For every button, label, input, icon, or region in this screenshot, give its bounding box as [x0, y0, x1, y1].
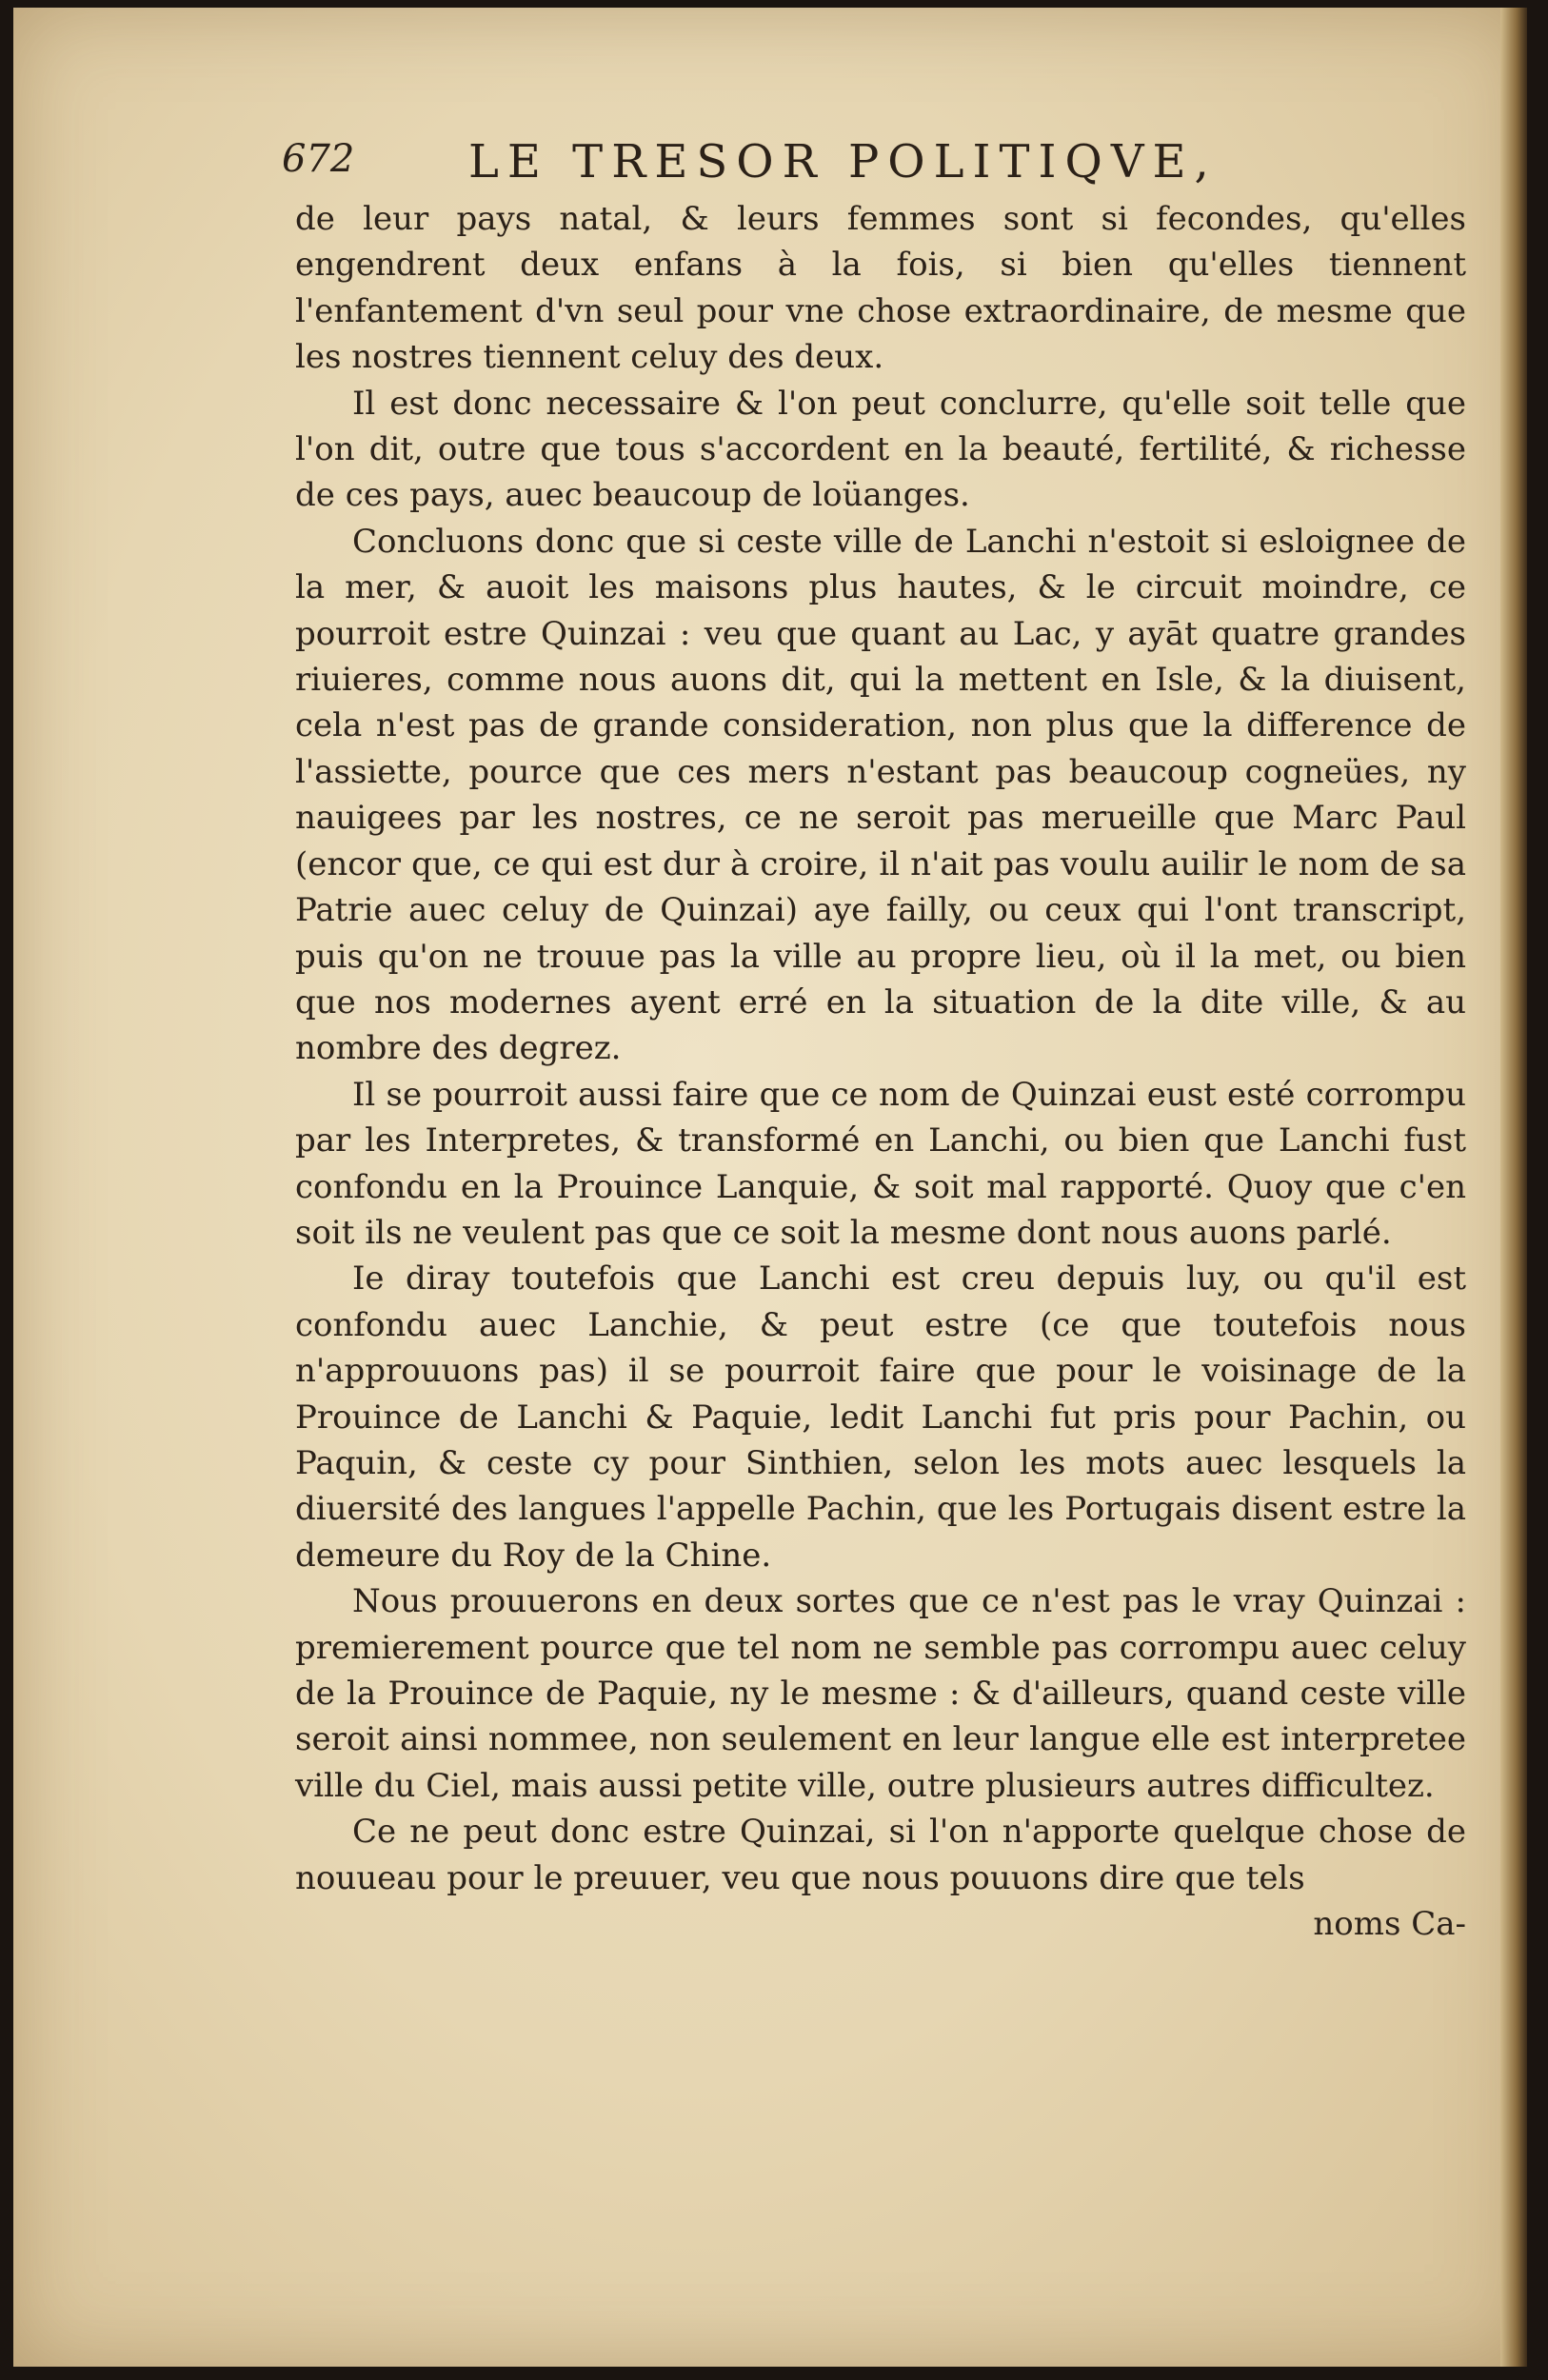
- page-number: 672: [282, 137, 355, 181]
- running-title: LE TRESOR POLITIQVE,: [468, 135, 1218, 188]
- page-edge-shadow: [1500, 8, 1527, 2367]
- paragraph-2: Il est donc necessaire & l'on peut conclurre, qu'elle soit telle que l'on dit, outre que tous s'accordent en la beauté, fertilité, & richesse de ces pays, auec beaucoup de loüanges.: [295, 384, 1466, 515]
- paragraph-7: Ce ne peut donc estre Quinzai, si l'on n'apporte quelque chose de nouueau pour le preuuer, veu que nous pouuons dire que tels: [295, 1813, 1466, 1897]
- catchword: noms Ca-: [1313, 1905, 1466, 1944]
- paragraph-6: Nous prouuerons en deux sortes que ce n'est pas le vray Quinzai : premierement pource que tel nom ne semble pas corrompu auec celuy de la Prouince de Paquie, ny le mesme : & d'ailleurs, quand ceste ville seroit ainsi nommee, non seulement en leur langue elle est interpretee ville du Ciel, mais aussi petite ville, outre plusieurs autres difficultez.: [295, 1582, 1466, 1805]
- paragraph-5: Ie diray toutefois que Lanchi est creu depuis luy, ou qu'il est confondu auec Lanchie, & peut estre (ce que toutefois nous n'approuuons pas) il se pourroit faire que pour le voisinage de la Prouince de Lanchi & Paquie, ledit Lanchi fut pris pour Pachin, ou Paquin, & ceste cy pour Sinthien, selon les mots auec lesquels la diuersité des langues l'appelle Pachin, que les Portugais disent estre la demeure du Roy de la Chine.: [295, 1259, 1466, 1575]
- paragraph-3: Concluons donc que si ceste ville de Lanchi n'estoit si esloignee de la mer, & auoit les maisons plus hautes, & le circuit moindre, ce pourroit estre Quinzai : veu que quant au Lac, y ayāt quatre grandes riuieres, comme nous auons dit, qui la mettent en Isle, & la diuisent, cela n'est pas de grande consideration, non plus que la difference de l'assiette, pource que ces mers n'estant pas beaucoup cogneües, ny nauigees par les nostres, ce ne seroit pas merueille que Marc Paul (encor que, ce qui est dur à croire, il n'ait pas voulu auilir le nom de sa Patrie auec celuy de Quinzai) aye failly, ou ceux qui l'ont transcript, puis qu'on ne trouue pas la ville au propre lieu, où il la met, ou bien que nos modernes ayent erré en la situation de la dite ville, & au nombre des degrez.: [295, 522, 1466, 1068]
- paragraph-1: de leur pays natal, & leurs femmes sont si fecondes, qu'elles engendrent deux enfans à la fois, si bien qu'elles tiennent l'enfantement d'vn seul pour vne chose extraordinaire, de mesme que les nostres tiennent celuy des deux.: [295, 200, 1466, 377]
- book-page: [13, 8, 1527, 2367]
- running-head: [282, 131, 1466, 188]
- paragraph-4: Il se pourroit aussi faire que ce nom de Quinzai eust esté corrompu par les Interpretes, & transformé en Lanchi, ou bien que Lanchi fust confondu en la Prouince Lanquie, & soit mal rapporté. Quoy que c'en soit ils ne veulent pas que ce soit la mesme dont nous auons parlé.: [295, 1075, 1466, 1252]
- text-block: [282, 131, 1466, 1947]
